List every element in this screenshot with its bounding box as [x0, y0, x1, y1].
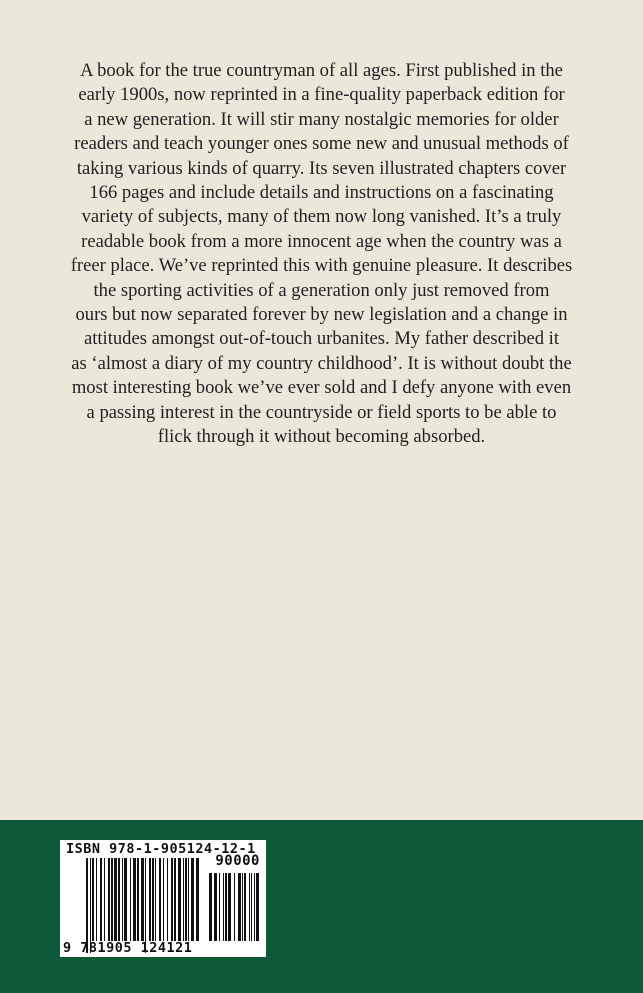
barcode-bar: [171, 858, 173, 941]
blurb-line: 166 pages and include details and instructions on a fascinating: [89, 182, 554, 204]
barcode-bar: [249, 873, 250, 941]
blurb-line: the sporting activities of a generation only just removed from: [93, 279, 550, 301]
blurb-line: a passing interest in the countryside or field sports to be able to: [86, 401, 557, 423]
blurb-line: as ‘almost a diary of my country childhood’. It is without doubt the: [71, 352, 572, 374]
barcode-bar: [178, 858, 181, 941]
blurb-line: early 1900s, now reprinted in a fine-quality paperback edition for: [78, 84, 565, 106]
barcode-bar: [118, 858, 120, 941]
barcode-bar: [256, 873, 259, 941]
barcode-bar: [111, 858, 113, 941]
barcode-bar: [196, 858, 199, 941]
barcode-bar: [124, 858, 127, 941]
barcode-bar: [234, 873, 235, 941]
barcode-bar: [251, 873, 252, 941]
barcode-bar: [219, 873, 220, 941]
barcode-bar: [225, 873, 227, 941]
blurb-line: taking various kinds of quarry. Its seven illustrated chapters cover: [76, 157, 567, 179]
price-addon-code: 90000: [215, 853, 260, 869]
barcode-bar: [191, 858, 194, 941]
barcode-bar: [163, 858, 164, 941]
barcode-bar: [92, 858, 94, 941]
barcode-bar: [122, 858, 123, 941]
barcode-bar: [149, 858, 151, 941]
barcode-bar: [114, 858, 117, 941]
barcode-bar: [174, 858, 176, 941]
barcode-bar: [183, 858, 184, 941]
barcode-bar: [108, 858, 110, 941]
blurb-line: most interesting book we’ve ever sold and I defy anyone with even: [71, 377, 572, 399]
barcode-bar: [130, 858, 131, 941]
barcode-bar: [96, 858, 97, 941]
blurb-line: attitudes amongst out-of-touch urbanites. My father described it: [83, 328, 560, 350]
blurb-line: A book for the true countryman of all ages. First published in the: [80, 60, 563, 81]
barcode-bar: [159, 858, 161, 941]
barcode-bar: [155, 858, 156, 941]
barcode-bar: [223, 873, 224, 941]
blurb-line: readers and teach younger ones some new and unusual methods of: [74, 133, 569, 155]
barcode-bar: [90, 858, 91, 953]
barcode-bar: [100, 858, 102, 941]
isbn-barcode: [60, 840, 266, 957]
barcode-bar: [242, 873, 243, 941]
barcode-bar: [145, 858, 146, 953]
barcode-bar: [228, 873, 231, 941]
ean-digits: 9 781905 124121: [63, 940, 193, 956]
blurb-line: flick through it without becoming absorbed.: [157, 426, 486, 448]
addon-bars: [209, 873, 263, 953]
barcode-bar: [214, 873, 217, 941]
barcode-bar: [188, 858, 189, 941]
ean-bars: [86, 858, 202, 953]
blurb-line: a new generation. It will stir many nostalgic memories for older: [84, 108, 559, 130]
barcode-bar: [152, 858, 154, 941]
barcode-bar: [86, 858, 88, 953]
barcode-bar: [238, 873, 241, 941]
blurb-line: readable book from a more innocent age when the country was a: [81, 230, 562, 252]
barcode-bar: [167, 858, 168, 941]
barcode-bar: [141, 858, 144, 941]
barcode-bar: [137, 858, 139, 941]
barcode-bar: [209, 873, 212, 941]
blurb-line: freer place. We’ve reprinted this with genuine pleasure. It describes: [70, 255, 573, 277]
barcode-bar: [104, 858, 105, 941]
barcode-bar: [185, 858, 187, 941]
back-cover-blurb: [0, 59, 643, 450]
blurb-line: ours but now separated forever by new legislation and a change in: [75, 304, 568, 326]
blurb-line: variety of subjects, many of them now long vanished. It’s a truly: [81, 206, 562, 228]
barcode-bar: [133, 858, 136, 941]
barcode-bar: [254, 873, 255, 941]
barcode-bar: [244, 873, 246, 941]
isbn-label: ISBN 978-1-905124-12-1: [66, 841, 256, 857]
